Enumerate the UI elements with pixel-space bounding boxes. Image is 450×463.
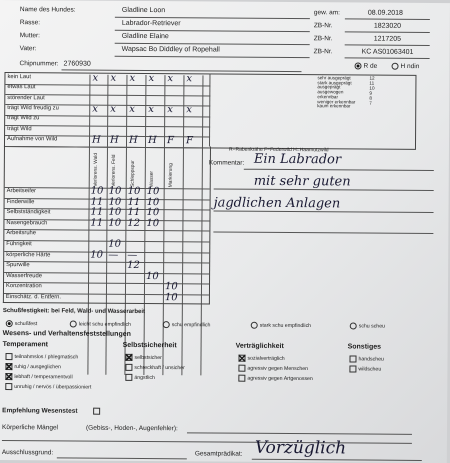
trait-mark: x [92, 72, 99, 84]
confidence-option-label: ängstlich [134, 374, 155, 381]
shot-option-label: stark schu empfindlich [259, 322, 312, 330]
temperament-option-label: teilnahmslos / phlegmatisch [14, 353, 79, 361]
temperament-checkbox[interactable] [5, 373, 12, 380]
shot-option-label: leicht schu empfindlich [78, 321, 131, 328]
trait-row-label: kein Laut [7, 74, 32, 81]
breed-label: Rasse: [19, 19, 41, 27]
shot-option [350, 322, 385, 329]
father: Wapsac Bo Diddley of Ropehall [121, 45, 220, 54]
birth-date-label: gew. am: [313, 9, 340, 17]
temperament-checkbox[interactable] [5, 353, 12, 360]
chip-number: 2760930 [63, 60, 91, 68]
shot-option [6, 320, 38, 327]
column-header: Wasser [149, 170, 155, 188]
temperament-option [5, 353, 78, 361]
wild-legend: R=Rabenkrähe F=Federwild H=Haarnutzwild [228, 146, 329, 154]
scale-label: erkennbar [317, 94, 339, 100]
trait-row-label: Finderwille [6, 198, 35, 205]
temperament-option-label: ruhig / ausgeglichen [14, 363, 61, 371]
other-title: Sonstiges [347, 343, 382, 351]
trait-row-label: körperliche Härte [6, 251, 51, 258]
score-mark: 10 [108, 196, 122, 208]
shot-title: Schußfestigkeit: bei Feld, Wald- und Wasserarbeit [2, 308, 146, 316]
temperament-option [5, 363, 60, 370]
trait-mark: H [128, 134, 138, 146]
social-option [238, 375, 313, 383]
other-option-label: wildscheu [358, 366, 382, 373]
female-radio[interactable] [392, 63, 399, 70]
score-mark: 10 [90, 185, 104, 197]
mother-label: Mutter: [19, 32, 41, 40]
scale-number: 11 [369, 80, 375, 86]
score-mark: 10 [146, 186, 160, 198]
social-title: Verträglichkeit [235, 342, 284, 350]
score-mark: 10 [146, 270, 159, 282]
score-mark: 12 [127, 217, 141, 229]
trait-row-label: Konzentration [5, 283, 42, 290]
trait-mark: F [166, 134, 175, 147]
confidence-checkbox[interactable] [125, 354, 132, 361]
confidence-checkbox[interactable] [125, 364, 132, 371]
trait-row-label: Spurwille [6, 262, 30, 269]
male-radio[interactable] [355, 62, 362, 69]
trait-row-label: Selbstständigkeit [6, 209, 51, 216]
trait-row-label: Wasserfreude [6, 272, 42, 280]
temperament-option-label: lebhaft / temperamentvoll [14, 373, 73, 381]
trait-mark: x [110, 72, 117, 84]
shot-radio[interactable] [70, 320, 77, 327]
social-option-label: sozialverträglich [247, 355, 285, 362]
behavior-title: Wesens- und Verhaltensfeststellungen [2, 330, 131, 338]
zb-mother-label: ZB-Nr. [313, 35, 333, 43]
score-mark: 11 [90, 217, 104, 229]
other-option [349, 365, 381, 372]
temperament-option [5, 383, 91, 391]
column-header: Verlorens. Wald [93, 152, 99, 187]
shot-option-label: schußfest [14, 320, 38, 328]
score-mark: 11 [127, 196, 141, 208]
sex-male: R de [355, 62, 378, 69]
zb-number: 1823020 [373, 22, 402, 30]
shot-option [70, 320, 131, 327]
mother: Gladline Elaine [121, 32, 169, 41]
score-mark: 10 [108, 185, 122, 197]
confidence-option [125, 374, 155, 381]
confidence-title: Selbstsicherheit [122, 341, 177, 350]
scale-label: stark ausgeprägt [317, 79, 352, 86]
confidence-option [125, 354, 161, 361]
scale-number: 12 [369, 75, 375, 81]
shot-radio[interactable] [6, 320, 13, 327]
trait-mark: x [129, 103, 135, 115]
social-option [238, 355, 284, 362]
scale-legend [317, 76, 355, 109]
score-mark: 10 [164, 292, 178, 304]
temperament-title: Temperament [2, 341, 49, 349]
temperament-checkbox[interactable] [5, 383, 12, 390]
score-mark: — [108, 249, 119, 261]
social-checkbox[interactable] [238, 365, 245, 372]
trait-mark: x [186, 73, 193, 85]
column-header: Schleppspur [130, 160, 136, 187]
score-mark: 10 [108, 238, 122, 250]
breed: Labrador-Retriever [121, 19, 181, 28]
recommend-label: Empfehlung Wesenstest [2, 407, 102, 415]
trait-row-label: Arbeitsruhe [6, 230, 37, 237]
trait-mark: x [148, 103, 154, 115]
scale-label: weniger erkennbar [317, 98, 356, 104]
trait-row-label: trägt Wild zu [7, 115, 40, 122]
confidence-option-label: selbstsicher [134, 354, 162, 362]
trait-mark: x [92, 103, 98, 115]
comment-label: Kommentar: [208, 159, 245, 167]
trait-mark: x [148, 73, 155, 85]
confidence-checkbox[interactable] [125, 374, 132, 381]
score-mark: 10 [146, 196, 160, 208]
shot-option-label: schu scheu [358, 323, 386, 330]
scale-numbers [369, 77, 374, 108]
other-checkbox[interactable] [349, 355, 356, 362]
temperament-option-label: unruhig / nervös / überpassioniert [14, 383, 92, 391]
scale-number: 9 [369, 90, 372, 96]
recommend-checkbox[interactable] [93, 408, 100, 415]
trait-row-label: Arbeitseifer [6, 188, 37, 195]
zb-label: ZB-Nr. [313, 22, 333, 30]
shot-option-label: schu empfindlich [171, 322, 211, 329]
trait-row-label: etwas Laut [7, 84, 36, 91]
comment-line-3: jagdlichen Anlagen [213, 195, 341, 212]
trait-mark: x [167, 104, 173, 116]
score-mark: 10 [108, 206, 122, 219]
shot-option [163, 321, 211, 328]
birth-date: 08.09.2018 [367, 9, 403, 17]
defects-label: Körperliche Mängel (Gebiss-, Hoden-, Augenfehler): [1, 424, 178, 433]
other-checkbox[interactable] [349, 365, 356, 372]
score-mark: 10 [164, 281, 178, 293]
score-mark: 10 [90, 249, 103, 261]
trait-mark: H [147, 134, 157, 146]
social-checkbox[interactable] [238, 355, 245, 362]
shot-radio[interactable] [251, 322, 258, 329]
shot-option [251, 322, 311, 329]
confidence-option-label: schreckhaft / unsicher [134, 364, 185, 372]
trait-mark: x [129, 72, 136, 84]
scale-label: kaum erkennbar [317, 103, 351, 109]
temperament-option [5, 373, 72, 380]
trait-row-label: Aufnahme von Wild [7, 135, 58, 143]
confidence-option [125, 364, 185, 371]
trait-row-label: trägt Wild freudig zu [7, 104, 59, 112]
trait-row-label: Führigkeit [6, 241, 32, 248]
score-mark: 11 [127, 207, 141, 219]
scale-number: 8 [369, 95, 372, 101]
trait-mark: x [110, 103, 116, 115]
exclusion-label: Ausschlussgrund: [1, 449, 54, 457]
social-option-label: agressiv gegen Artgenossen [247, 375, 313, 383]
trait-row-label: trägt Wild [7, 125, 32, 132]
score-mark: — [127, 249, 138, 261]
trait-mark: x [186, 104, 192, 116]
social-option-label: agressiv gegen Menschen [247, 365, 309, 373]
trait-row-label: Nasengebrauch [6, 219, 48, 227]
scale-number: 10 [369, 85, 375, 91]
temperament-checkbox[interactable] [5, 363, 12, 370]
father-label: Vater: [19, 45, 37, 53]
scale-label: sehr ausgeprägt [317, 75, 351, 81]
column-header: Verlorens. Feld [111, 154, 117, 187]
score-mark: 11 [90, 206, 104, 218]
other-option [349, 355, 383, 362]
score-mark: 10 [146, 217, 160, 229]
total-label: Gesamtprädikat: [194, 450, 243, 458]
score-mark: 10 [127, 185, 141, 197]
shot-radio[interactable] [163, 321, 170, 328]
chip-label: Chipnummer: [19, 60, 59, 68]
total-grade: Vorzüglich [254, 437, 347, 459]
trait-mark: H [109, 134, 119, 146]
other-option-label: handscheu [358, 356, 384, 363]
column-header: Markierung [168, 163, 174, 188]
zb-father-label: ZB-Nr. [313, 48, 333, 56]
scale-label: ausgeprägt [317, 84, 341, 90]
score-mark: 10 [108, 217, 122, 229]
social-option [238, 365, 308, 372]
trait-row-label: Einschätz. d. Entfern. [5, 294, 62, 301]
trait-mark: x [167, 73, 174, 85]
zb-mother: 1217205 [373, 35, 402, 43]
dog-name-label: Name des Hundes: [19, 6, 76, 14]
comment-line-1: Ein Labrador [253, 151, 342, 168]
social-checkbox[interactable] [238, 375, 245, 382]
zb-father: KC AS01063401 [361, 48, 414, 56]
trait-row-label: störender Laut [7, 94, 45, 101]
score-mark: 11 [90, 196, 104, 208]
sex-female: H ndin [392, 63, 420, 70]
trait-mark: F [185, 135, 194, 147]
comment-line-2: mit sehr guten [253, 173, 351, 190]
trait-mark: H [91, 134, 101, 146]
score-mark: 12 [127, 260, 140, 272]
scale-label: ausgewogen [317, 89, 344, 95]
score-mark: 10 [146, 207, 160, 219]
scale-number: 7 [369, 101, 372, 107]
shot-radio[interactable] [350, 322, 357, 329]
dog-name: Gladline Loon [121, 6, 166, 15]
